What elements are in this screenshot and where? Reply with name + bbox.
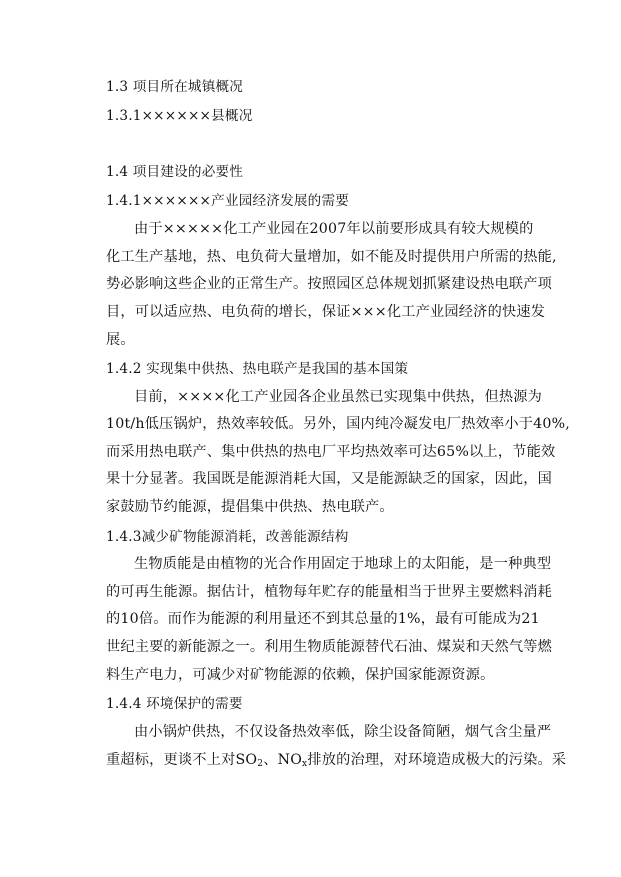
paragraph-3-line-2: 的可再生能源。据估计，植物每年贮存的能量相当于世界主要燃料消耗 xyxy=(106,584,553,600)
paragraph-4-line-2 xyxy=(106,749,566,769)
heading-1-4-2: 1.4.2 实现集中供热、热电联产是我国的基本国策 xyxy=(106,361,409,377)
heading-1-4-4: 1.4.4 环境保护的需要 xyxy=(106,696,243,712)
paragraph-4-text-b: 、NO xyxy=(263,752,303,768)
paragraph-3-line-3: 的10倍。而作为能源的利用量还不到其总量的1%，最有可能成为21 xyxy=(106,611,540,627)
paragraph-3-line-5: 料生产电力，可减少对矿物能源的依赖，保护国家能源资源。 xyxy=(106,667,495,683)
paragraph-2-line-4: 果十分显著。我国既是能源消耗大国，又是能源缺乏的国家，因此，国 xyxy=(106,471,553,487)
heading-1-4: 1.4 项目建设的必要性 xyxy=(106,164,244,180)
paragraph-1-line-5: 展。 xyxy=(106,332,135,348)
paragraph-1-line-1: 由于×××××化工产业园在2007年以前要形成具有较大规模的 xyxy=(134,221,534,237)
paragraph-3-line-4: 世纪主要的新能源之一。利用生物质能源替代石油、煤炭和天然气等燃 xyxy=(106,639,553,655)
paragraph-2-line-2: 10t/h低压锅炉，热效率较低。另外，国内纯冷凝发电厂热效率小于40%, xyxy=(106,416,570,432)
heading-1-3-1: 1.3.1××××××县概况 xyxy=(106,108,253,124)
paragraph-2-line-5: 家鼓励节约能源，提倡集中供热、热电联产。 xyxy=(106,499,394,515)
heading-1-4-1: 1.4.1××××××产业园经济发展的需要 xyxy=(106,193,350,209)
paragraph-3-line-1: 生物质能是由植物的光合作用固定于地球上的太阳能，是一种典型 xyxy=(134,556,552,572)
paragraph-4-line-1: 由小锅炉供热，不仅设备热效率低，除尘设备简陋，烟气含尘量严 xyxy=(134,724,552,740)
paragraph-1-line-4: 目，可以适应热、电负荷的增长，保证×××化工产业园经济的快速发 xyxy=(106,304,546,320)
paragraph-2-line-1: 目前，××××化工产业园各企业虽然已实现集中供热，但热源为 xyxy=(134,389,543,405)
heading-1-3: 1.3 项目所在城镇概况 xyxy=(106,79,244,95)
nox-subscript: x xyxy=(302,759,308,769)
heading-1-4-3: 1.4.3减少矿物能源消耗，改善能源结构 xyxy=(106,529,349,545)
paragraph-1-line-3: 势必影响这些企业的正常生产。按照园区总体规划抓紧建设热电联产项 xyxy=(106,276,553,292)
paragraph-2-line-3: 而采用热电联产、集中供热的热电厂平均热效率可达65%以上，节能效 xyxy=(106,444,556,460)
paragraph-4-text-c: 排放的治理，对环境造成极大的污染。采 xyxy=(307,752,567,768)
so2-subscript: 2 xyxy=(257,759,264,769)
paragraph-4-text-a: 重超标，更谈不上对SO xyxy=(106,752,258,768)
paragraph-1-line-2: 化工生产基地，热、电负荷大量增加，如不能及时提供用户所需的热能, xyxy=(106,249,557,265)
